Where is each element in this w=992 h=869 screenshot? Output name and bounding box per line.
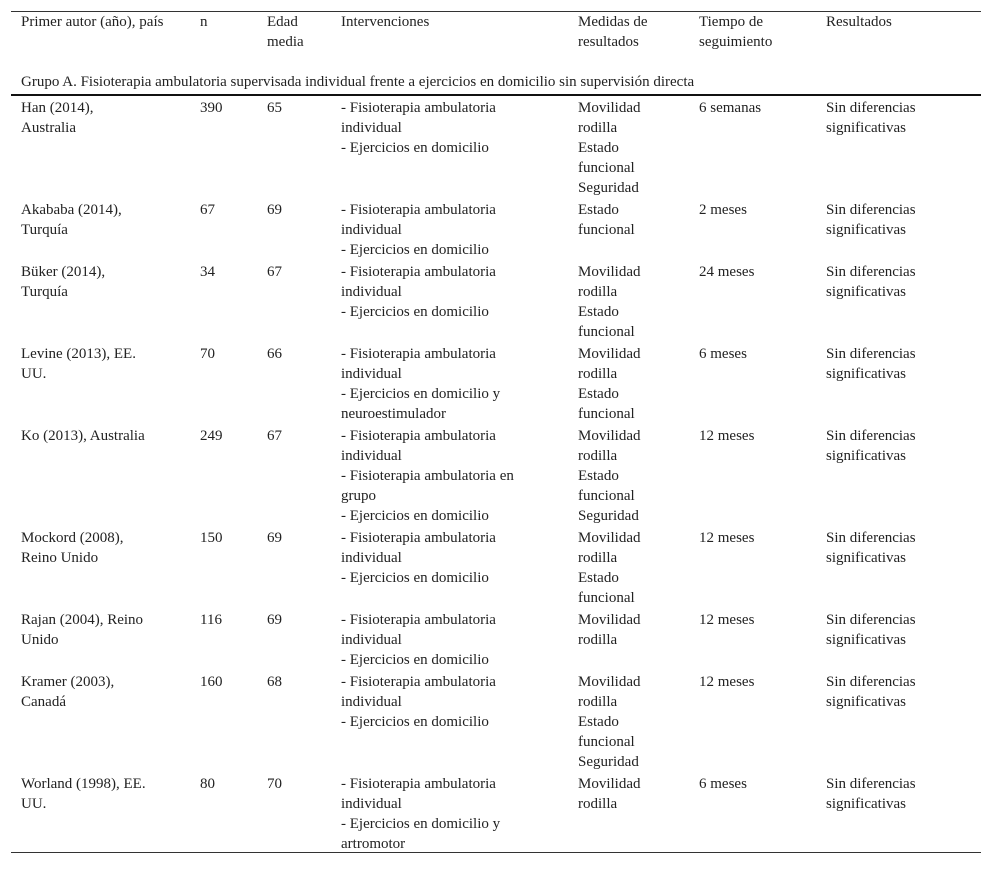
interventions-cell: [341, 774, 569, 854]
cell-text-line: Mockord (2008),: [21, 530, 124, 546]
cell-text-line: - Ejercicios en domicilio y: [341, 386, 501, 402]
cell-text-line: Movilidad: [578, 776, 641, 792]
cell-text-line: significativas: [826, 632, 906, 648]
interventions-cell: [341, 610, 569, 670]
measures-cell: [578, 610, 688, 650]
cell-text-line: artromotor: [341, 836, 406, 852]
cell-text-line: Turquía: [21, 284, 68, 300]
author-cell: [21, 672, 191, 712]
interventions-cell: [341, 262, 569, 322]
header-text-line: seguimiento: [699, 34, 773, 50]
cell-text-line: Movilidad: [578, 428, 641, 444]
cell-text-line: Estado: [578, 468, 619, 484]
results-cell: [826, 610, 976, 650]
table-row: [11, 670, 981, 772]
table-body: [11, 96, 981, 852]
cell-text-line: rodilla: [578, 366, 618, 382]
age-cell: [267, 262, 327, 282]
cell-text-line: 66: [267, 346, 282, 362]
measures-cell: [578, 262, 688, 342]
cell-text-line: Seguridad: [578, 508, 639, 524]
cell-text-line: significativas: [826, 366, 906, 382]
cell-text-line: funcional: [578, 324, 635, 340]
cell-text-line: Rajan (2004), Reino: [21, 612, 144, 628]
author-cell: [21, 344, 191, 384]
age-cell: [267, 98, 327, 118]
followup-cell: [699, 610, 814, 630]
measures-cell: [578, 528, 688, 608]
header-text-line: Resultados: [826, 14, 892, 30]
cell-text-line: Estado: [578, 714, 619, 730]
interventions-cell: [341, 344, 569, 424]
cell-text-line: Sin diferencias: [826, 612, 916, 628]
cell-text-line: - Fisioterapia ambulatoria: [341, 264, 496, 280]
cell-text-line: 80: [200, 776, 215, 792]
cell-text-line: Worland (1998), EE.: [21, 776, 146, 792]
cell-text-line: Sin diferencias: [826, 428, 916, 444]
cell-text-line: 65: [267, 100, 282, 116]
cell-text-line: individual: [341, 448, 402, 464]
table-row: [11, 424, 981, 526]
table-row: [11, 96, 981, 198]
cell-text-line: - Ejercicios en domicilio: [341, 140, 489, 156]
n-cell: [200, 98, 250, 118]
group-a-row: [11, 72, 981, 96]
results-cell: [826, 98, 976, 138]
cell-text-line: funcional: [578, 734, 635, 750]
cell-text-line: - Fisioterapia ambulatoria: [341, 530, 496, 546]
results-cell: [826, 262, 976, 302]
cell-text-line: 67: [200, 202, 215, 218]
cell-text-line: significativas: [826, 222, 906, 238]
cell-text-line: - Ejercicios en domicilio: [341, 652, 489, 668]
measures-cell: [578, 98, 688, 198]
cell-text-line: 150: [200, 530, 223, 546]
author-cell: [21, 774, 191, 814]
table-row: [11, 198, 981, 260]
author-cell: [21, 426, 191, 446]
cell-text-line: funcional: [578, 488, 635, 504]
evidence-table: [11, 11, 981, 853]
header-n: [200, 12, 250, 32]
age-cell: [267, 774, 327, 794]
followup-cell: [699, 98, 814, 118]
n-cell: [200, 262, 250, 282]
cell-text-line: individual: [341, 284, 402, 300]
cell-text-line: UU.: [21, 366, 47, 382]
followup-cell: [699, 672, 814, 692]
cell-text-line: Sin diferencias: [826, 346, 916, 362]
n-cell: [200, 610, 250, 630]
cell-text-line: - Fisioterapia ambulatoria: [341, 428, 496, 444]
cell-text-line: 249: [200, 428, 223, 444]
cell-text-line: funcional: [578, 160, 635, 176]
cell-text-line: rodilla: [578, 120, 618, 136]
results-cell: [826, 774, 976, 814]
n-cell: [200, 200, 250, 220]
author-cell: [21, 610, 191, 650]
age-cell: [267, 426, 327, 446]
header-text-line: n: [200, 14, 208, 30]
n-cell: [200, 528, 250, 548]
cell-text-line: Han (2014),: [21, 100, 94, 116]
cell-text-line: 12 meses: [699, 674, 755, 690]
cell-text-line: Estado: [578, 386, 619, 402]
cell-text-line: 67: [267, 264, 282, 280]
cell-text-line: Seguridad: [578, 754, 639, 770]
cell-text-line: 34: [200, 264, 215, 280]
followup-cell: [699, 262, 814, 282]
cell-text-line: significativas: [826, 448, 906, 464]
table-row: [11, 260, 981, 342]
cell-text-line: significativas: [826, 120, 906, 136]
author-cell: [21, 200, 191, 240]
n-cell: [200, 774, 250, 794]
followup-cell: [699, 774, 814, 794]
cell-text-line: Movilidad: [578, 530, 641, 546]
cell-text-line: Estado: [578, 202, 619, 218]
cell-text-line: individual: [341, 366, 402, 382]
cell-text-line: - Fisioterapia ambulatoria en: [341, 468, 514, 484]
cell-text-line: Sin diferencias: [826, 202, 916, 218]
measures-cell: [578, 200, 688, 240]
cell-text-line: funcional: [578, 222, 635, 238]
cell-text-line: Canadá: [21, 694, 66, 710]
cell-text-line: 70: [267, 776, 282, 792]
n-cell: [200, 344, 250, 364]
cell-text-line: - Fisioterapia ambulatoria: [341, 346, 496, 362]
cell-text-line: - Ejercicios en domicilio y: [341, 816, 501, 832]
results-cell: [826, 344, 976, 384]
cell-text-line: Sin diferencias: [826, 674, 916, 690]
header-text-line: Primer autor (año), país: [21, 14, 164, 30]
cell-text-line: Kramer (2003),: [21, 674, 115, 690]
header-text-line: media: [267, 34, 304, 50]
author-cell: [21, 98, 191, 138]
cell-text-line: Ko (2013), Australia: [21, 428, 145, 444]
cell-text-line: Movilidad: [578, 612, 641, 628]
cell-text-line: rodilla: [578, 550, 618, 566]
measures-cell: [578, 426, 688, 526]
header-text-line: Tiempo de: [699, 14, 764, 30]
interventions-cell: [341, 426, 569, 526]
interventions-cell: [341, 672, 569, 732]
header-measures: [578, 12, 688, 52]
measures-cell: [578, 774, 688, 814]
cell-text-line: individual: [341, 694, 402, 710]
cell-text-line: UU.: [21, 796, 47, 812]
results-cell: [826, 672, 976, 712]
cell-text-line: - Ejercicios en domicilio: [341, 508, 489, 524]
header-interventions: [341, 12, 569, 32]
cell-text-line: 69: [267, 612, 282, 628]
followup-cell: [699, 528, 814, 548]
header-age: [267, 12, 327, 52]
cell-text-line: Movilidad: [578, 264, 641, 280]
cell-text-line: 24 meses: [699, 264, 755, 280]
cell-text-line: rodilla: [578, 448, 618, 464]
cell-text-line: rodilla: [578, 796, 618, 812]
interventions-cell: [341, 98, 569, 158]
cell-text-line: - Ejercicios en domicilio: [341, 242, 489, 258]
cell-text-line: - Fisioterapia ambulatoria: [341, 674, 496, 690]
results-cell: [826, 528, 976, 568]
group-a-label: Grupo A. Fisioterapia ambulatoria supervisada individual frente a ejercicios en domicilio sin supervisión directa: [21, 74, 695, 90]
cell-text-line: individual: [341, 222, 402, 238]
cell-text-line: individual: [341, 796, 402, 812]
cell-text-line: 12 meses: [699, 612, 755, 628]
author-cell: [21, 528, 191, 568]
measures-cell: [578, 344, 688, 424]
interventions-cell: [341, 528, 569, 588]
followup-cell: [699, 344, 814, 364]
cell-text-line: Seguridad: [578, 180, 639, 196]
cell-text-line: 116: [200, 612, 222, 628]
cell-text-line: Estado: [578, 140, 619, 156]
table-row: [11, 526, 981, 608]
cell-text-line: 12 meses: [699, 530, 755, 546]
cell-text-line: Movilidad: [578, 674, 641, 690]
n-cell: [200, 672, 250, 692]
age-cell: [267, 672, 327, 692]
followup-cell: [699, 200, 814, 220]
cell-text-line: Reino Unido: [21, 550, 99, 566]
cell-text-line: 6 meses: [699, 776, 747, 792]
cell-text-line: - Ejercicios en domicilio: [341, 570, 489, 586]
cell-text-line: Estado: [578, 304, 619, 320]
cell-text-line: significativas: [826, 284, 906, 300]
cell-text-line: Büker (2014),: [21, 264, 106, 280]
cell-text-line: 69: [267, 530, 282, 546]
cell-text-line: Akababa (2014),: [21, 202, 122, 218]
author-cell: [21, 262, 191, 302]
table-row: [11, 772, 981, 852]
cell-text-line: significativas: [826, 796, 906, 812]
header-text-line: Medidas de: [578, 14, 648, 30]
cell-text-line: - Fisioterapia ambulatoria: [341, 612, 496, 628]
cell-text-line: grupo: [341, 488, 376, 504]
cell-text-line: Levine (2013), EE.: [21, 346, 136, 362]
cell-text-line: - Ejercicios en domicilio: [341, 304, 489, 320]
cell-text-line: Movilidad: [578, 100, 641, 116]
results-cell: [826, 426, 976, 466]
age-cell: [267, 610, 327, 630]
cell-text-line: individual: [341, 120, 402, 136]
cell-text-line: individual: [341, 550, 402, 566]
table-row: [11, 608, 981, 670]
cell-text-line: neuroestimulador: [341, 406, 446, 422]
cell-text-line: 2 meses: [699, 202, 747, 218]
cell-text-line: 12 meses: [699, 428, 755, 444]
cell-text-line: Australia: [21, 120, 76, 136]
cell-text-line: rodilla: [578, 632, 618, 648]
cell-text-line: funcional: [578, 590, 635, 606]
measures-cell: [578, 672, 688, 772]
cell-text-line: 160: [200, 674, 223, 690]
header-text-line: Intervenciones: [341, 14, 430, 30]
cell-text-line: - Fisioterapia ambulatoria: [341, 776, 496, 792]
cell-text-line: 390: [200, 100, 223, 116]
results-cell: [826, 200, 976, 240]
cell-text-line: - Fisioterapia ambulatoria: [341, 100, 496, 116]
cell-text-line: rodilla: [578, 694, 618, 710]
cell-text-line: funcional: [578, 406, 635, 422]
cell-text-line: 68: [267, 674, 282, 690]
header-author: [21, 12, 191, 32]
cell-text-line: Turquía: [21, 222, 68, 238]
cell-text-line: - Fisioterapia ambulatoria: [341, 202, 496, 218]
table-header-row: [11, 12, 981, 72]
age-cell: [267, 344, 327, 364]
cell-text-line: significativas: [826, 694, 906, 710]
header-followup: [699, 12, 814, 52]
cell-text-line: 70: [200, 346, 215, 362]
age-cell: [267, 528, 327, 548]
cell-text-line: Sin diferencias: [826, 776, 916, 792]
age-cell: [267, 200, 327, 220]
header-results: [826, 12, 976, 32]
cell-text-line: Sin diferencias: [826, 264, 916, 280]
cell-text-line: significativas: [826, 550, 906, 566]
table-row: [11, 342, 981, 424]
cell-text-line: - Ejercicios en domicilio: [341, 714, 489, 730]
cell-text-line: Sin diferencias: [826, 100, 916, 116]
cell-text-line: Estado: [578, 570, 619, 586]
followup-cell: [699, 426, 814, 446]
cell-text-line: Sin diferencias: [826, 530, 916, 546]
interventions-cell: [341, 200, 569, 260]
n-cell: [200, 426, 250, 446]
cell-text-line: Movilidad: [578, 346, 641, 362]
cell-text-line: individual: [341, 632, 402, 648]
header-text-line: Edad: [267, 14, 298, 30]
cell-text-line: 67: [267, 428, 282, 444]
cell-text-line: Unido: [21, 632, 59, 648]
cell-text-line: 6 semanas: [699, 100, 762, 116]
cell-text-line: rodilla: [578, 284, 618, 300]
cell-text-line: 6 meses: [699, 346, 747, 362]
cell-text-line: 69: [267, 202, 282, 218]
header-text-line: resultados: [578, 34, 639, 50]
